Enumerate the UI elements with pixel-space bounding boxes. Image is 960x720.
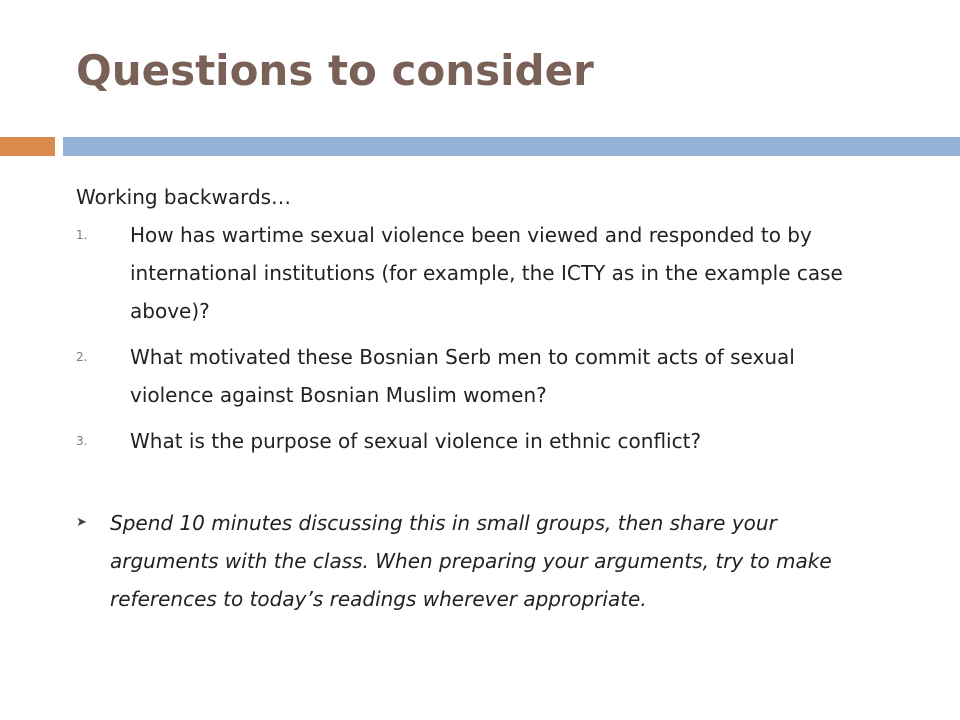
arrow-bullet-icon: ➤ (76, 515, 87, 530)
question-item-3 (76, 422, 876, 460)
accent-bar-orange (0, 137, 55, 156)
question-text: How has wartime sexual violence been viewed and responded to by international institutions (for example, the ICTY as in the example case above)? (130, 223, 843, 323)
question-number: 1. (76, 228, 88, 242)
question-text: What motivated these Bosnian Serb men to commit acts of sexual violence against Bosnian Muslim women? (130, 345, 795, 407)
task-text: Spend 10 minutes discussing this in small groups, then share your arguments with the class. When preparing your arguments, try to make references to today’s readings wherever appropriate. (110, 511, 832, 611)
question-number: 3. (76, 434, 88, 448)
accent-bar-blue (63, 137, 960, 156)
question-item-1 (76, 216, 876, 330)
intro-line: Working backwards… (76, 185, 292, 209)
slide-body (76, 178, 876, 618)
task-instruction (76, 504, 876, 618)
question-text: What is the purpose of sexual violence in ethnic conflict? (130, 429, 702, 453)
question-list (76, 216, 876, 460)
question-item-2 (76, 338, 876, 414)
slide-title: Questions to consider (76, 46, 594, 95)
question-number: 2. (76, 350, 88, 364)
